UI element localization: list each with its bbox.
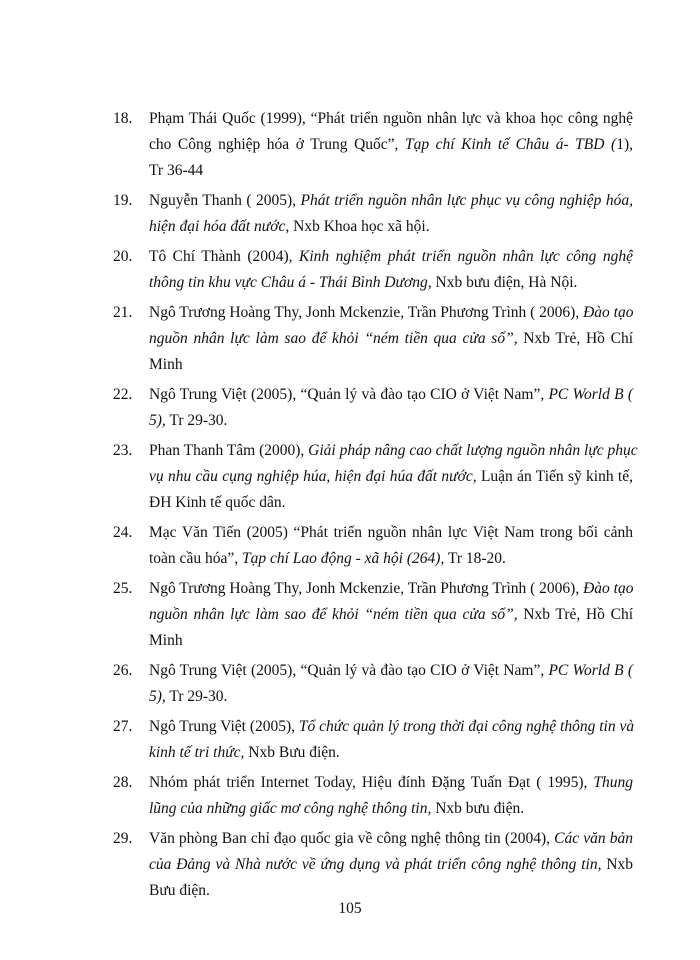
reference-line (149, 770, 633, 796)
italic-title-segment: Đào tạo (583, 580, 634, 597)
text-segment: Tr 29-30. (165, 688, 228, 705)
reference-number: 25. (113, 580, 133, 597)
reference-line (149, 382, 633, 408)
reference-line (149, 740, 633, 766)
reference-number: 19. (113, 192, 133, 209)
reference-line (149, 796, 633, 822)
reference-number: 20. (113, 248, 133, 265)
reference-line (149, 576, 633, 602)
reference-line (149, 158, 633, 184)
italic-title-segment: Tạp chí Kinh tế Châu á- TBD ( (404, 136, 617, 153)
reference-line (149, 602, 633, 628)
reference-line (149, 826, 633, 852)
italic-title-segment: PC World B ( (548, 386, 633, 403)
text-segment: Nhóm phát triển Internet Today, Hiệu đính Đặng Tuấn Đạt ( 1995), (149, 774, 594, 791)
text-segment: Ngô Trung Việt (2005), “Quản lý và đào tạo CIO ở Việt Nam”, (149, 662, 549, 679)
italic-title-segment: thông tin khu vực Châu á - Thái Bình Dương, (149, 274, 432, 291)
reference-line (149, 658, 633, 684)
text-segment: Tr 18-20. (444, 550, 506, 567)
reference-number: 26. (113, 662, 133, 679)
text-segment: Tr 29-30. (165, 412, 228, 429)
reference-list (0, 106, 700, 908)
reference-item (0, 188, 700, 240)
reference-line (149, 352, 633, 378)
italic-title-segment: 5), (149, 688, 166, 705)
text-segment: Ngô Trung Việt (2005), (149, 718, 299, 735)
reference-line (149, 628, 633, 654)
reference-item (0, 770, 700, 822)
text-segment: Phạm Thái Quốc (1999), “Phát triển nguồn nhân lực và khoa học công nghệ (149, 110, 633, 127)
italic-title-segment: vụ nhu cầu cụng nghiệp húa, hiện đại húa đất nước, (149, 468, 477, 485)
text-segment: Nxb Khoa học xã hội. (289, 218, 430, 235)
text-segment: Nxb bưu điện. (431, 800, 525, 817)
text-segment: Ngô Trương Hoàng Thy, Jonh Mckenzie, Trần Phương Trình ( 2006), (149, 304, 584, 321)
text-segment: Ngô Trương Hoàng Thy, Jonh Mckenzie, Trần Phương Trình ( 2006), (149, 580, 584, 597)
text-segment: Nxb Trẻ, Hồ Chí (517, 606, 633, 623)
italic-title-segment: Các văn bản (554, 830, 633, 847)
italic-title-segment: Kinh nghiệm phát triển nguồn nhân lực công nghệ (299, 248, 633, 265)
reference-line (149, 520, 633, 546)
reference-line (149, 300, 633, 326)
italic-title-segment: Tạp chí Lao động - xã hội (264), (241, 550, 445, 567)
reference-item (0, 382, 700, 434)
text-segment: Nxb Bưu điện. (244, 744, 340, 761)
reference-number: 21. (113, 304, 133, 321)
text-segment: Nxb (601, 856, 633, 873)
reference-text (149, 520, 633, 572)
text-segment: toàn cầu hóa”, (149, 550, 242, 567)
reference-number: 18. (113, 110, 133, 127)
reference-text (149, 382, 633, 434)
text-segment: Ngô Trung Việt (2005), “Quản lý và đào tạo CIO ở Việt Nam”, (149, 386, 549, 403)
reference-item (0, 300, 700, 378)
text-segment: cho Công nghiệp hóa ở Trung Quốc”, (149, 136, 405, 153)
reference-item (0, 826, 700, 904)
italic-title-segment: nguồn nhân lực làm sao để khỏi “ném tiền qua cửa sổ”, (149, 330, 518, 347)
reference-text (149, 826, 633, 904)
reference-item (0, 658, 700, 710)
text-segment: ĐH Kinh tế quốc dân. (149, 494, 286, 511)
reference-line (149, 852, 633, 878)
italic-title-segment: Tổ chức quản lý trong thời đại công nghệ thông tin và (298, 718, 635, 735)
text-segment: Phan Thanh Tâm (2000), (149, 442, 309, 459)
italic-title-segment: Đào tạo (583, 304, 634, 321)
reference-text (149, 576, 633, 654)
reference-number: 24. (113, 524, 133, 541)
italic-title-segment: Giải pháp nâng cao chất lượng nguồn nhân lực phục (308, 442, 638, 459)
reference-number: 27. (113, 718, 133, 735)
reference-line (149, 214, 633, 240)
reference-line (149, 106, 633, 132)
reference-item (0, 438, 700, 516)
reference-text (149, 188, 633, 240)
reference-number: 28. (113, 774, 133, 791)
italic-title-segment: của Đảng và Nhà nước về ứng dụng và phát triển công nghệ thông tin, (149, 856, 602, 873)
text-segment: Nguyễn Thanh ( 2005), (149, 192, 301, 209)
text-segment: Tô Chí Thành (2004), (149, 248, 299, 265)
reference-number: 29. (113, 830, 133, 847)
reference-line (149, 684, 633, 710)
text-segment: 1), (616, 136, 633, 153)
italic-title-segment: PC World B ( (548, 662, 633, 679)
text-segment: Luận án Tiến sỹ kinh tế, (476, 468, 633, 485)
reference-text (149, 770, 633, 822)
reference-line (149, 132, 633, 158)
text-segment: Nxb bưu điện, Hà Nội. (431, 274, 578, 291)
italic-title-segment: hiện đại hóa đất nước, (149, 218, 290, 235)
text-segment: Văn phòng Ban chỉ đạo quốc gia về công nghệ thông tin (2004), (149, 830, 555, 847)
page-number: 105 (338, 900, 362, 917)
reference-item (0, 244, 700, 296)
reference-line (149, 546, 633, 572)
reference-line (149, 188, 633, 214)
reference-text (149, 714, 633, 766)
text-segment: Nxb Trẻ, Hồ Chí (517, 330, 633, 347)
reference-line (149, 490, 633, 516)
reference-item (0, 576, 700, 654)
reference-line (149, 464, 633, 490)
italic-title-segment: 5), (149, 412, 166, 429)
reference-line (149, 270, 633, 296)
reference-line (149, 438, 638, 464)
reference-text (149, 106, 633, 184)
reference-text (149, 658, 633, 710)
reference-line (149, 326, 633, 352)
reference-item (0, 106, 700, 184)
reference-line (149, 408, 633, 434)
reference-text (149, 244, 633, 296)
text-segment: Bưu điện. (149, 882, 210, 899)
italic-title-segment: kinh tế tri thức, (149, 744, 245, 761)
reference-text (149, 300, 633, 378)
text-segment: Minh (149, 632, 183, 649)
text-segment: Minh (149, 356, 183, 373)
text-segment: Tr 36-44 (149, 162, 204, 179)
reference-text (149, 438, 638, 516)
italic-title-segment: Phát triển nguồn nhân lực phục vụ công nghiệp hóa, (300, 192, 634, 209)
reference-item (0, 714, 700, 766)
reference-number: 23. (113, 442, 133, 459)
reference-item (0, 520, 700, 572)
italic-title-segment: nguồn nhân lực làm sao để khỏi “ném tiền qua cửa sổ”, (149, 606, 518, 623)
reference-line (149, 714, 633, 740)
italic-title-segment: lũng của những giấc mơ công nghệ thông tin, (149, 800, 432, 817)
italic-title-segment: Thung (593, 774, 633, 791)
reference-number: 22. (113, 386, 133, 403)
text-segment: Mạc Văn Tiến (2005) “Phát triển nguồn nhân lực Việt Nam trong bối cảnh (149, 524, 633, 541)
reference-line (149, 244, 633, 270)
